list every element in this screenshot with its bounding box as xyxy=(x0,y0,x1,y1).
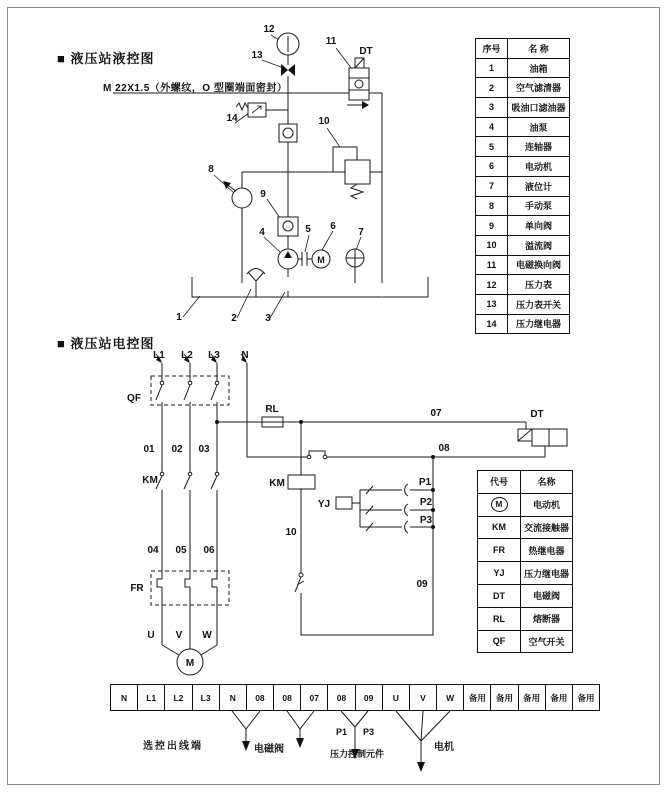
cell-name: 电磁阀 xyxy=(521,584,573,607)
label-p3: P3 xyxy=(419,515,433,526)
solenoid-valve-label: 电磁阀 xyxy=(254,744,284,755)
supply-arrows xyxy=(156,354,246,361)
nc-contact xyxy=(299,573,303,577)
cell-code: DT xyxy=(478,584,521,607)
table-header-row xyxy=(476,39,570,59)
terminal-cell: 备用 xyxy=(491,684,518,711)
table-row xyxy=(478,630,573,653)
electric-section-title: ■ 液压站电控图 xyxy=(57,336,155,351)
cell-seq: 8 xyxy=(476,196,508,216)
table-row xyxy=(476,255,570,275)
motor-m: M xyxy=(185,658,195,669)
terminal-cell: 08 xyxy=(247,684,274,711)
cell-seq: 13 xyxy=(476,294,508,314)
coupling-symbol xyxy=(302,252,307,266)
hydraulic-leader-lines xyxy=(183,35,361,318)
cell-name: 压力继电器 xyxy=(508,314,570,334)
terminal-cell: U xyxy=(383,684,410,711)
label-4: 4 xyxy=(259,227,265,238)
cell-code: FR xyxy=(478,539,521,562)
label-wire-07: 07 xyxy=(430,408,442,419)
gauge-switch-symbol xyxy=(288,64,295,76)
header-name: 名称 xyxy=(521,471,573,494)
cell-seq: 10 xyxy=(476,235,508,255)
cell-name: 电动机 xyxy=(508,157,570,177)
cell-name: 连轴器 xyxy=(508,137,570,157)
cell-name: 空气滤清器 xyxy=(508,78,570,98)
table-row xyxy=(476,137,570,157)
junction-dot xyxy=(431,508,435,512)
terminal-cell: L3 xyxy=(193,684,220,711)
cell-seq: 3 xyxy=(476,98,508,118)
p3-label: P3 xyxy=(363,727,375,737)
table-row xyxy=(476,294,570,314)
label-02: 02 xyxy=(171,444,183,455)
cell-code: YJ xyxy=(478,562,521,585)
cell-seq: 14 xyxy=(476,314,508,334)
label-dt-hydraulic: DT xyxy=(359,46,373,57)
table-row xyxy=(476,314,570,334)
label-km-coil: KM xyxy=(269,478,285,489)
cell-code xyxy=(478,493,521,516)
label-rl: RL xyxy=(265,404,279,415)
label-v: V xyxy=(175,630,183,641)
terminal-cell: 09 xyxy=(356,684,383,711)
junction-dot xyxy=(215,420,219,424)
cell-name: 溢流阀 xyxy=(508,235,570,255)
cell-seq: 9 xyxy=(476,216,508,236)
cell-name: 手动泵 xyxy=(508,196,570,216)
table-row xyxy=(476,117,570,137)
label-3: 3 xyxy=(265,313,271,324)
contactor-contact xyxy=(160,472,164,476)
table-row xyxy=(476,98,570,118)
table-row xyxy=(476,216,570,236)
cell-seq: 6 xyxy=(476,157,508,177)
label-13: 13 xyxy=(251,50,263,61)
cell-seq: 5 xyxy=(476,137,508,157)
label-03: 03 xyxy=(198,444,210,455)
table-row xyxy=(478,607,573,630)
p1-label: P1 xyxy=(336,727,348,737)
junction-dot xyxy=(431,455,435,459)
table-row xyxy=(476,176,570,196)
terminal-cell: 08 xyxy=(274,684,301,711)
table-header-row xyxy=(478,471,573,494)
junction-dot xyxy=(431,488,435,492)
cell-name: 液位计 xyxy=(508,176,570,196)
motor-label: 电机 xyxy=(434,742,454,753)
down-arrowhead xyxy=(417,762,425,772)
hydraulic-diagram xyxy=(113,24,428,324)
label-11: 11 xyxy=(325,36,337,47)
pressure-relay-symbol xyxy=(248,103,266,117)
no-contact-bridge xyxy=(309,451,325,455)
header-seq: 序号 xyxy=(476,39,508,59)
table-row xyxy=(476,58,570,78)
hand-pump-symbol xyxy=(232,188,252,208)
label-1: 1 xyxy=(176,312,182,323)
pressure-relay-spring xyxy=(236,103,248,110)
pressure-relay-box xyxy=(336,497,352,509)
label-fr-main: FR xyxy=(130,583,144,594)
label-2: 2 xyxy=(231,313,237,324)
down-arrowhead xyxy=(296,738,304,748)
label-w: W xyxy=(202,630,212,641)
parts-table xyxy=(475,38,570,334)
hydraulic-section-title: ■ 液压站液控图 xyxy=(57,51,155,66)
terminal-cell: W xyxy=(437,684,464,711)
table-row xyxy=(478,539,573,562)
table-row xyxy=(476,78,570,98)
air-filter-symbol xyxy=(247,269,265,282)
table-row xyxy=(478,516,573,539)
cell-name: 电动机 xyxy=(521,493,573,516)
cell-name: 电磁换向阀 xyxy=(508,255,570,275)
terminal-cell: 备用 xyxy=(573,684,600,711)
hand-pump-lever-arrow xyxy=(223,181,231,189)
label-wire-09: 09 xyxy=(416,579,428,590)
legend-table xyxy=(477,470,573,653)
right-filter-symbol xyxy=(374,283,390,297)
label-n: N xyxy=(241,350,249,361)
cell-name: 吸油口滤油器 xyxy=(508,98,570,118)
label-04: 04 xyxy=(147,545,159,556)
junction-dot xyxy=(299,420,303,424)
terminal-cell: N xyxy=(110,684,138,711)
label-l1: L1 xyxy=(153,350,165,361)
check-valve-ball xyxy=(283,221,293,231)
cell-seq: 2 xyxy=(476,78,508,98)
table-row xyxy=(476,157,570,177)
down-arrowhead xyxy=(242,741,250,751)
gauge-switch-symbol xyxy=(281,64,288,76)
terminal-cell: N xyxy=(220,684,247,711)
cell-code: KM xyxy=(478,516,521,539)
label-6: 6 xyxy=(330,221,336,232)
label-p1: P1 xyxy=(418,477,432,488)
no-contact xyxy=(307,455,311,459)
relief-valve-box xyxy=(345,160,370,184)
terminal-cell: 备用 xyxy=(464,684,491,711)
cell-name: 热继电器 xyxy=(521,539,573,562)
no-contact xyxy=(323,455,327,459)
label-l3: L3 xyxy=(208,350,220,361)
label-05: 05 xyxy=(175,545,187,556)
terminal-cell: L1 xyxy=(138,684,165,711)
terminal-strip xyxy=(110,684,600,711)
cell-seq: 1 xyxy=(476,58,508,78)
header-code: 代号 xyxy=(478,471,521,494)
motor-letter: M xyxy=(317,255,325,265)
label-06: 06 xyxy=(203,545,215,556)
pressure-contact-arcs xyxy=(405,484,408,533)
table-row xyxy=(478,493,573,516)
label-p2: P2 xyxy=(419,497,433,508)
label-wire-10: 10 xyxy=(285,527,297,538)
cell-code: RL xyxy=(478,607,521,630)
header-name: 名 称 xyxy=(508,39,570,59)
label-km-main: KM xyxy=(142,475,158,486)
cell-name: 单向阀 xyxy=(508,216,570,236)
label-5: 5 xyxy=(305,224,311,235)
table-row xyxy=(478,584,573,607)
table-row xyxy=(476,196,570,216)
table-row xyxy=(478,562,573,585)
cell-name: 空气开关 xyxy=(521,630,573,653)
suction-filter-symbol xyxy=(275,277,301,291)
left-filter-symbol xyxy=(235,283,249,297)
breaker-contact xyxy=(160,381,164,385)
nc-contact-blade xyxy=(295,577,304,592)
label-wire-08: 08 xyxy=(438,443,450,454)
label-12: 12 xyxy=(263,24,275,35)
table-row xyxy=(476,275,570,295)
cell-seq: 12 xyxy=(476,275,508,295)
cell-seq: 7 xyxy=(476,176,508,196)
label-10: 10 xyxy=(318,116,330,127)
table-row xyxy=(476,235,570,255)
terminal-cell: 08 xyxy=(328,684,355,711)
breaker-contact xyxy=(215,381,219,385)
solenoid-valve-ball xyxy=(355,80,363,88)
contactor-contact xyxy=(188,472,192,476)
contactor-coil xyxy=(288,475,315,489)
cell-name: 压力表 xyxy=(508,275,570,295)
label-01: 01 xyxy=(143,444,155,455)
label-yj: YJ xyxy=(317,499,331,510)
thread-note: M 22X1.5（外螺纹，O 型圈端面密封） xyxy=(103,83,288,94)
relief-valve-spring xyxy=(351,184,363,199)
cell-name: 熔断器 xyxy=(521,607,573,630)
breaker-contact xyxy=(188,381,192,385)
cell-name: 压力表开关 xyxy=(508,294,570,314)
terminal-cell: V xyxy=(410,684,437,711)
terminal-cell: 备用 xyxy=(519,684,546,711)
label-8: 8 xyxy=(208,164,214,175)
cell-name: 压力继电器 xyxy=(521,562,573,585)
label-dt-electric: DT xyxy=(530,409,544,420)
label-7: 7 xyxy=(358,227,364,238)
contactor-contact xyxy=(215,472,219,476)
cell-seq: 4 xyxy=(476,117,508,137)
terminal-cell: L2 xyxy=(165,684,192,711)
label-l2: L2 xyxy=(181,350,193,361)
check-valve-upper-ball xyxy=(283,128,293,138)
terminal-cell: 07 xyxy=(301,684,328,711)
contactor-blades xyxy=(156,476,217,489)
motor-symbol-glyph: M xyxy=(491,497,508,512)
cell-code: QF xyxy=(478,630,521,653)
cell-name: 油泵 xyxy=(508,117,570,137)
cell-name: 油箱 xyxy=(508,58,570,78)
outlet-label: 选控出线端 xyxy=(143,741,203,752)
label-qf: QF xyxy=(127,393,141,404)
terminal-cell: 备用 xyxy=(546,684,573,711)
cell-seq: 11 xyxy=(476,255,508,275)
label-14: 14 xyxy=(226,113,238,124)
breaker-blades xyxy=(156,385,217,400)
pressure-control-label: 压力控制元件 xyxy=(330,749,385,759)
flow-arrow xyxy=(362,101,369,109)
label-9: 9 xyxy=(260,189,266,200)
cell-name: 交流接触器 xyxy=(521,516,573,539)
label-u: U xyxy=(147,630,155,641)
